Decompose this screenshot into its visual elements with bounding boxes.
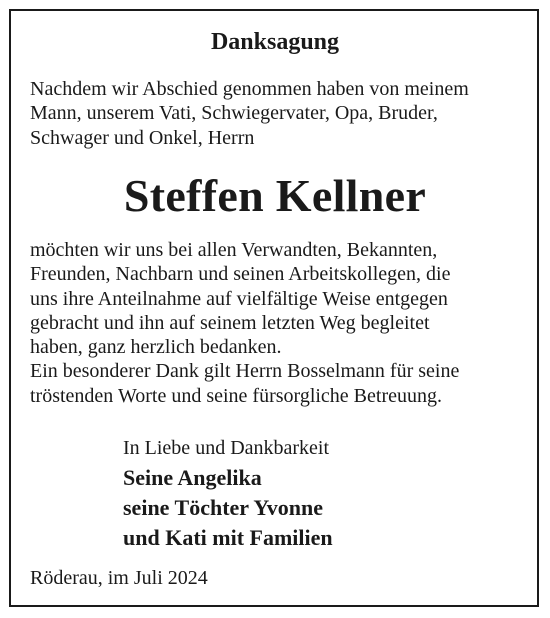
signature-line: und Kati mit Familien [123,525,333,550]
thanks-line: haben, ganz herzlich bedanken. [30,336,282,359]
deceased-name: Steffen Kellner [123,170,427,221]
intro-line: Nachdem wir Abschied genommen haben von meinem [30,78,469,100]
thanks-line: uns ihre Anteilnahme auf vielfältige Weise entgegen [30,287,448,310]
signature-block [123,433,333,553]
intro-paragraph [30,77,530,150]
thanks-line: tröstenden Worte und seine fürsorgliche Betreuung. [30,384,442,407]
signature-line: Seine Angelika [123,465,262,490]
signature-greeting: In Liebe und Dankbarkeit [123,437,330,459]
thanks-paragraph [30,238,530,408]
intro-line: Schwager und Onkel, Herrn [30,126,255,149]
signature-line: seine Töchter Yvonne [123,495,324,520]
thanks-line: Ein besonderer Dank gilt Herrn Bosselmann für seine [30,360,460,383]
thanks-line: gebracht und ihn auf seinem letzten Weg begleitet [30,311,430,334]
thanks-line: möchten wir uns bei allen Verwandten, Bekannten, [30,239,438,261]
thanks-line: Freunden, Nachbarn und seinen Arbeitskollegen, die [30,263,451,286]
intro-line: Mann, unserem Vati, Schwiegervater, Opa, Bruder, [30,102,438,125]
notice-heading: Danksagung [210,29,340,55]
place-date: Röderau, im Juli 2024 [30,567,208,589]
